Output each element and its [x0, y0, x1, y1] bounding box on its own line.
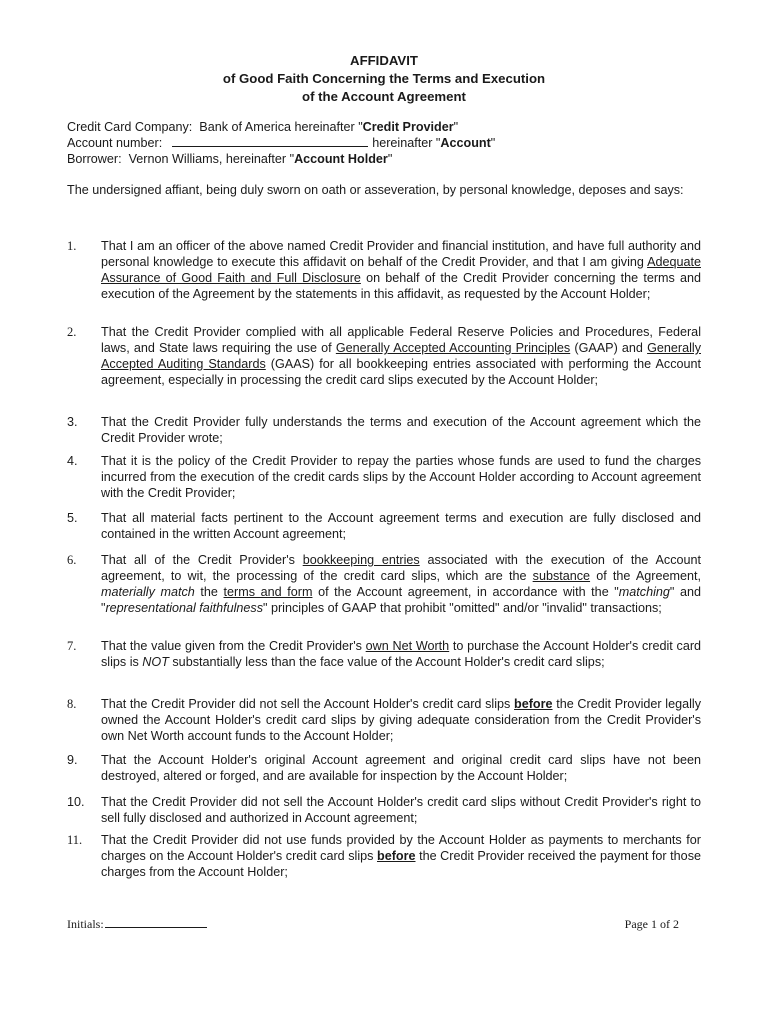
initials-field: [67, 916, 207, 932]
emphasized-term: matching: [618, 585, 670, 599]
statement-text-run: " principles of GAAP that prohibit "omitted" and/or "invalid" transactions;: [263, 601, 662, 615]
statement-text-run: the Credit Provider legally owned the Account Holder's credit card slips by giving adequate consideration from the Credit Provider's own Net Worth account funds to the Account Holder;: [101, 697, 702, 743]
statement-text-run: That the Credit Provider did not use funds provided by the Account Holder as payments to merchants for charges on the Account Holder's credit card slips: [101, 833, 701, 863]
statement-text-run: the: [194, 585, 224, 599]
statement-text: [101, 239, 701, 301]
statement-text-run: to purchase the Account Holder's credit card slips is: [101, 639, 702, 669]
document-title: [0, 52, 768, 106]
statement-text-run: That all material facts pertinent to the Account agreement terms and execution are fully disclosed and contained in the written Account agreement;: [101, 511, 701, 541]
statement-text-run: (GAAS) for all bookkeeping entries associated with performing the Account agreement, especially in processing the credit card slips executed by the Account Holder;: [101, 357, 701, 387]
page-number: Page 1 of 2: [624, 917, 679, 931]
underlined-term: before: [377, 849, 416, 863]
initials-label: Initials:: [67, 917, 104, 931]
party-details: [67, 119, 707, 167]
statement-item: [67, 638, 701, 670]
underlined-term: before: [514, 697, 553, 711]
underlined-term: own Net Worth: [365, 639, 450, 653]
title-line-3: of the Account Agreement: [302, 89, 466, 104]
underlined-term: bookkeeping entries: [302, 553, 420, 567]
statement-item: [67, 832, 701, 880]
statement-number: 10.: [67, 795, 85, 809]
account-number-label: Account number:: [67, 136, 163, 150]
quote-close: ": [387, 152, 393, 166]
initials-blank[interactable]: [105, 916, 207, 928]
title-line-2: of Good Faith Concerning the Terms and Execution: [222, 71, 546, 86]
intro-paragraph: The undersigned affiant, being duly sworn on oath or asseveration, by personal knowledge, deposes and says:: [67, 183, 684, 197]
underlined-term: substance: [532, 569, 591, 583]
account-hereinafter: hereinafter ": [372, 136, 441, 150]
statement-text: [101, 511, 701, 541]
statement-text: [101, 415, 701, 445]
statement-number: 3.: [67, 415, 78, 429]
title-line-1: AFFIDAVIT: [350, 53, 418, 68]
statement-item: [67, 794, 701, 826]
statement-text-run: substantially less than the face value of the Account Holder's credit card slips;: [168, 655, 605, 669]
statement-number: 4.: [67, 454, 78, 468]
underlined-term: terms and form: [223, 585, 313, 599]
statement-text-run: That it is the policy of the Credit Provider to repay the parties whose funds are used to fund the charges incurred from the execution of the credit cards slips by the Account Holder according to Account agreement with the Credit Provider;: [101, 454, 701, 500]
credit-provider-term: Credit Provider: [362, 120, 454, 134]
emphasized-term: materially match: [101, 585, 195, 599]
statement-text-run: That the Credit Provider fully understands the terms and execution of the Account agreement which the Credit Provider wrote;: [101, 415, 701, 445]
statement-item: [67, 552, 701, 616]
statement-text-run: That the value given from the Credit Provider's: [101, 639, 366, 653]
borrower-line: [67, 151, 707, 167]
account-term: Account: [440, 136, 491, 150]
statement-item: [67, 752, 701, 784]
statement-text: [101, 325, 701, 387]
statement-text-run: That the Account Holder's original Account agreement and original credit card slips have not been destroyed, altered or forged, and are available for inspection by the Account Holder;: [101, 753, 701, 783]
statement-number: 8.: [67, 697, 77, 711]
statement-number: 5.: [67, 511, 78, 525]
statement-text: [101, 639, 701, 669]
statement-item: [67, 696, 701, 744]
quote-close: ": [490, 136, 496, 150]
statement-text-run: " and ": [101, 585, 701, 615]
statement-text-run: That the Credit Provider did not sell the Account Holder's credit card slips: [101, 697, 515, 711]
statement-text-run: That all of the Credit Provider's: [101, 553, 303, 567]
statement-text-run: of the Account agreement, in accordance with the ": [312, 585, 619, 599]
statement-text: [101, 454, 701, 500]
statement-number: 9.: [67, 753, 78, 767]
statement-text: [101, 833, 701, 879]
statement-text-run: associated with the execution of the Account agreement, to wit, the processing of the credit card slips, which are the: [101, 553, 701, 583]
account-number-blank[interactable]: [172, 135, 368, 147]
statement-number: 2.: [67, 325, 77, 339]
statement-text: [101, 553, 701, 615]
statement-text-run: That the Credit Provider complied with all applicable Federal Reserve Policies and Procedures, Federal laws, and State laws requiring the use of: [101, 325, 701, 355]
underlined-term: Adequate Assurance of Good Faith and Full Disclosure: [101, 255, 701, 285]
statement-text: [101, 795, 701, 825]
statement-text-run: of the Agreement,: [590, 569, 701, 583]
quote-close: ": [453, 120, 459, 134]
statement-item: [67, 414, 701, 446]
statement-text-run: (GAAP) and: [570, 341, 648, 355]
statement-number: 1.: [67, 239, 77, 253]
statement-text-run: the Credit Provider received the payment for those charges from the Account Holder;: [101, 849, 701, 879]
borrower-value: Vernon Williams, hereinafter ": [128, 152, 295, 166]
statement-item: [67, 324, 701, 388]
emphasized-term: representational faithfulness: [105, 601, 264, 615]
credit-company-value: Bank of America hereinafter ": [199, 120, 363, 134]
statement-text-run: That the Credit Provider did not sell the Account Holder's credit card slips without Credit Provider's right to sell fully disclosed and authorized in Account agreement;: [101, 795, 701, 825]
underlined-term: Generally Accepted Auditing Standards: [101, 341, 701, 371]
statement-text: [101, 697, 701, 743]
borrower-label: Borrower:: [67, 152, 122, 166]
statement-item: [67, 453, 701, 501]
account-number-line: [67, 135, 707, 151]
statement-text-run: That I am an officer of the above named Credit Provider and financial institution, and have full authority and personal knowledge to execute this affidavit on behalf of the Credit Provider, and that I am giving: [101, 239, 701, 269]
statement-item: [67, 510, 701, 542]
account-holder-term: Account Holder: [294, 152, 388, 166]
emphasized-term: NOT: [142, 655, 169, 669]
statement-number: 11.: [67, 833, 83, 847]
statement-item: [67, 238, 701, 302]
credit-company-label: Credit Card Company:: [67, 120, 193, 134]
statement-text-run: on behalf of the Credit Provider concerning the terms and execution of the Agreement by the statements in this affidavit, as requested by the Account Holder;: [101, 271, 701, 301]
statement-number: 6.: [67, 553, 77, 567]
credit-company-line: [67, 119, 707, 135]
statement-number: 7.: [67, 639, 77, 653]
statement-text: [101, 753, 701, 783]
underlined-term: Generally Accepted Accounting Principles: [335, 341, 571, 355]
